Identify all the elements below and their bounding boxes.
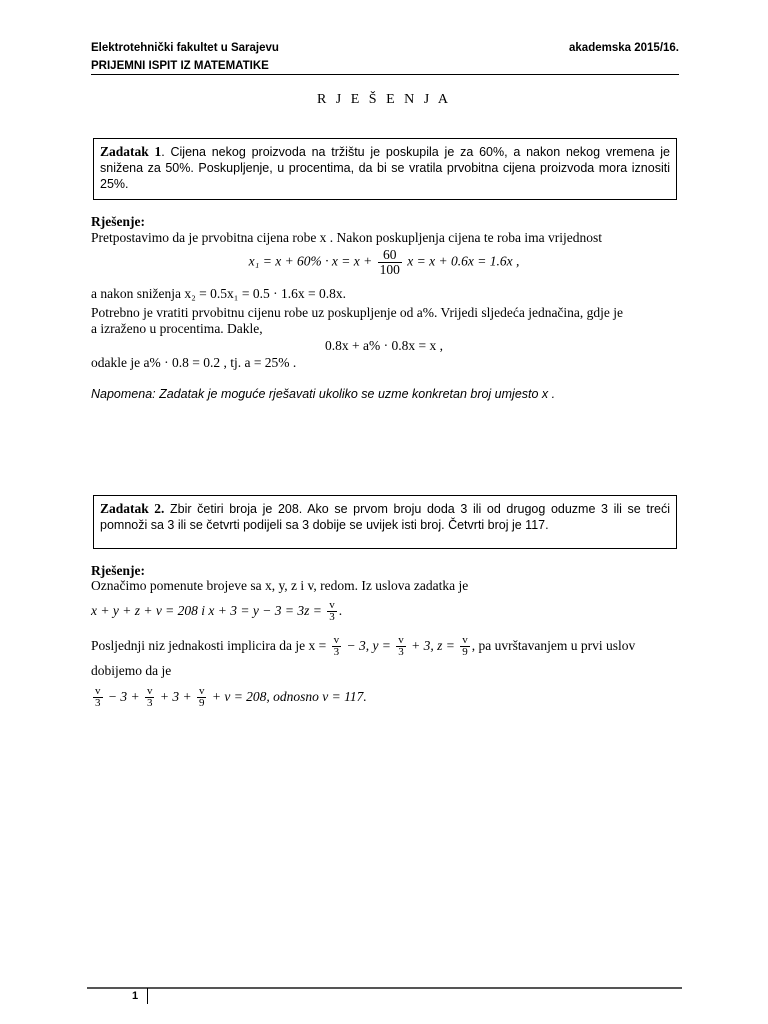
task-1-solution-heading: Rješenje:	[91, 214, 145, 229]
task-2-line-1: Označimo pomenute brojeve sa x, y, z i v, redom. Iz uslova zadatka je	[91, 578, 469, 593]
header-institution: Elektrotehnički fakultet u Sarajevu	[91, 42, 279, 54]
task-2-line-3: dobijemo da je	[91, 663, 172, 678]
task-1-equation-1: x₁ = x + 60% · x = x + $\frac{60}{100}$ x = x + 0.6x = 1.6x ,	[248, 247, 520, 277]
task-1-box	[93, 138, 677, 200]
task-2-solution-heading: Rješenje:	[91, 563, 145, 578]
task-1-text: . Cijena nekog proizvoda na tržištu je poskupila je za 60%, a nakon nekog vremena je snižena za 50%. Poskupljenje, u procentima, da bi se vratila prvobitna cijena proizvoda mora iznositi 25%.	[100, 145, 670, 191]
task-1-line-5: odakle je a% · 0.8 = 0.2 , tj. a = 25% .	[91, 355, 297, 370]
task-2-label: Zadatak 2.	[100, 501, 165, 516]
page-number: 1	[132, 990, 139, 1002]
task-2-equation-1: x + y + z + v = 208 i x + 3 = y − 3 = 3z = $\frac{v}{3}$ .	[91, 599, 343, 624]
footer-separator	[147, 988, 148, 1004]
fraction-v-9: $\frac{v}{9}$	[198, 685, 205, 710]
task-1-line-2: a nakon sniženja x₂ = 0.5x₁ = 0.5 · 1.6x = 0.8x.	[91, 286, 346, 301]
fraction-v-3: $\frac{v}{3}$	[333, 634, 340, 659]
header-rule	[91, 74, 679, 75]
task-1-line-1: Pretpostavimo da je prvobitna cijena robe x . Nakon poskupljenja cijena te roba ima vrijednost	[91, 230, 602, 245]
fraction-v-3: $\frac{v}{3}$	[329, 599, 335, 624]
fraction-60-100: $\frac{60}{100}$	[379, 247, 400, 277]
task-2-box	[93, 495, 677, 549]
task-2-line-2: Posljednji niz jednakosti implicira da je x = $\frac{v}{3}$ − 3, y = $\frac{v}{3}$ + 3, z = $\frac{v}{9}$ , pa uvrštavanjem u prvi uslov	[91, 634, 636, 659]
task-1-note: Napomena: Zadatak je moguće rješavati ukoliko se uzme konkretan broj umjesto x .	[91, 387, 556, 401]
task-2-text: Zbir četiri broja je 208. Ako se prvom broju doda 3 ili od drugog oduzme 3 ili se treći pomnoži sa 3 ili se četvrti podijeli sa 3 dobije se uvijek isti broj. Četvrti broj je 117.	[100, 502, 670, 532]
task-1-label: Zadatak 1	[100, 144, 162, 159]
header-exam: PRIJEMNI ISPIT IZ MATEMATIKE	[91, 60, 269, 72]
task-1-line-3: Potrebno je vratiti prvobitnu cijenu robe uz poskupljenje od a%. Vrijedi sljedeća jednačina, gdje je	[91, 305, 624, 320]
task-1-line-4: a izraženo u procentima. Dakle,	[91, 321, 263, 336]
task-1-equation-2: 0.8x + a% · 0.8x = x ,	[325, 338, 443, 353]
fraction-v-3: $\frac{v}{3}$	[95, 685, 101, 710]
fraction-v-3: $\frac{v}{3}$	[146, 685, 153, 710]
fraction-v-3: $\frac{v}{3}$	[398, 634, 404, 659]
header-year: akademska 2015/16.	[569, 42, 679, 54]
task-2-equation-3: $\frac{v}{3}$ − 3 + $\frac{v}{3}$ + 3 + $\frac{v}{9}$ + v = 208, odnosno v = 117.	[95, 685, 367, 710]
fraction-v-9: $\frac{v}{9}$	[462, 634, 468, 659]
footer-rule	[87, 987, 682, 989]
page-title: R J E Š E N J A	[316, 92, 452, 107]
